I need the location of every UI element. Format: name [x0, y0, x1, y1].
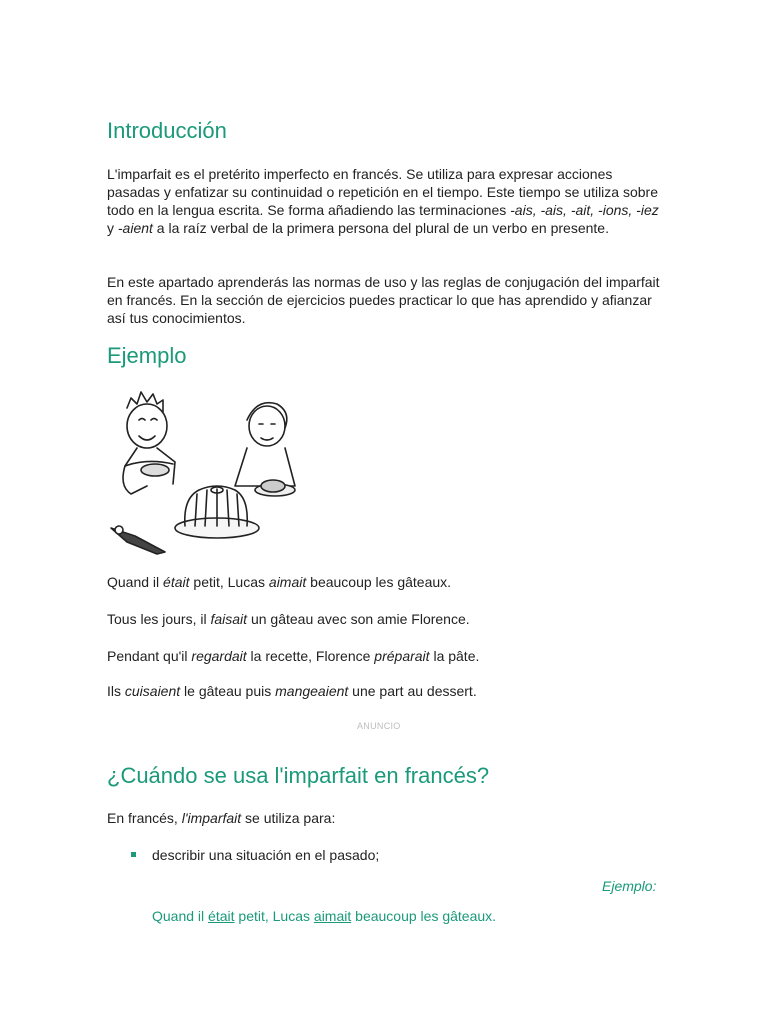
list-item — [107, 846, 379, 864]
uso-list — [107, 846, 379, 864]
ex4-c: une part au dessert. — [348, 683, 477, 699]
ex4-verb-1: cuisaient — [124, 683, 181, 699]
children-baking-cake-illustration — [107, 386, 303, 558]
intro-paragraph-1 — [107, 165, 667, 237]
ex3-verb-2: préparait — [374, 648, 430, 664]
ej-a: Quand il — [152, 908, 209, 924]
uso-intro-a: En francés, — [107, 810, 182, 826]
example-sentence-4 — [107, 682, 477, 700]
intro-p1-endings-1: -ais, -ais, -ait, -ions, -iez — [510, 202, 659, 218]
ex1-verb-2: aimait — [268, 574, 307, 590]
intro-p1-endings-2: -aient — [117, 220, 153, 236]
ex3-c: la pâte. — [429, 648, 480, 664]
square-bullet-icon — [131, 852, 136, 857]
list-item-text: describir una situación en el pasado; — [152, 847, 380, 863]
intro-p1-text-b: a la raíz verbal de la primera persona del plural de un verbo en presente. — [152, 220, 609, 236]
ex3-b: la recette, Florence — [246, 648, 375, 664]
ex2-b: un gâteau avec son amie Florence. — [247, 611, 470, 627]
ej-b: petit, Lucas — [234, 908, 314, 924]
heading-ejemplo: Ejemplo — [107, 343, 187, 368]
ex4-b: le gâteau puis — [180, 683, 276, 699]
ex4-verb-2: mangeaient — [275, 683, 349, 699]
intro-p1-text-a: L'imparfait es el pretérito imperfecto en francés. Se utiliza para expresar acciones pasadas y enfatizar su continuidad o repetición en el tiempo. Este tiempo se utiliza sobre todo en la lengua escrita. Se forma añadiendo las terminaciones — [107, 166, 658, 218]
ex2-a: Tous les jours, il — [107, 611, 211, 627]
ad-label: ANUNCIO — [357, 721, 401, 731]
heading-introduccion: Introducción — [107, 118, 227, 143]
ex1-a: Quand il — [107, 574, 164, 590]
uso-intro-b: se utiliza para: — [241, 810, 336, 826]
ex1-c: beaucoup les gâteaux. — [306, 574, 452, 590]
example-sentence-1 — [107, 573, 451, 591]
heading-cuando-se-usa: ¿Cuándo se usa l'imparfait en francés? — [107, 763, 490, 788]
ej-verb-1: était — [208, 908, 235, 924]
ejemplo-sentence — [152, 908, 496, 924]
ex3-a: Pendant qu'il — [107, 648, 192, 664]
ejemplo-label: Ejemplo: — [602, 878, 657, 894]
ej-verb-2: aimait — [313, 908, 352, 924]
ex1-verb-1: était — [163, 574, 190, 590]
uso-intro — [107, 809, 335, 827]
ex1-b: petit, Lucas — [189, 574, 269, 590]
example-sentence-3 — [107, 647, 479, 665]
uso-intro-term: l'imparfait — [181, 810, 242, 826]
intro-p1-y: y — [107, 220, 118, 236]
ex3-verb-1: regardait — [191, 648, 247, 664]
ej-c: beaucoup les gâteaux. — [351, 908, 497, 924]
ex2-verb-1: faisait — [210, 611, 248, 627]
intro-paragraph-2: En este apartado aprenderás las normas de uso y las reglas de conjugación del imparfait en francés. En la sección de ejercicios puedes practicar lo que has aprendido y afianzar así tus conocimientos. — [107, 274, 660, 326]
example-sentence-2 — [107, 610, 470, 628]
ex4-a: Ils — [107, 683, 125, 699]
